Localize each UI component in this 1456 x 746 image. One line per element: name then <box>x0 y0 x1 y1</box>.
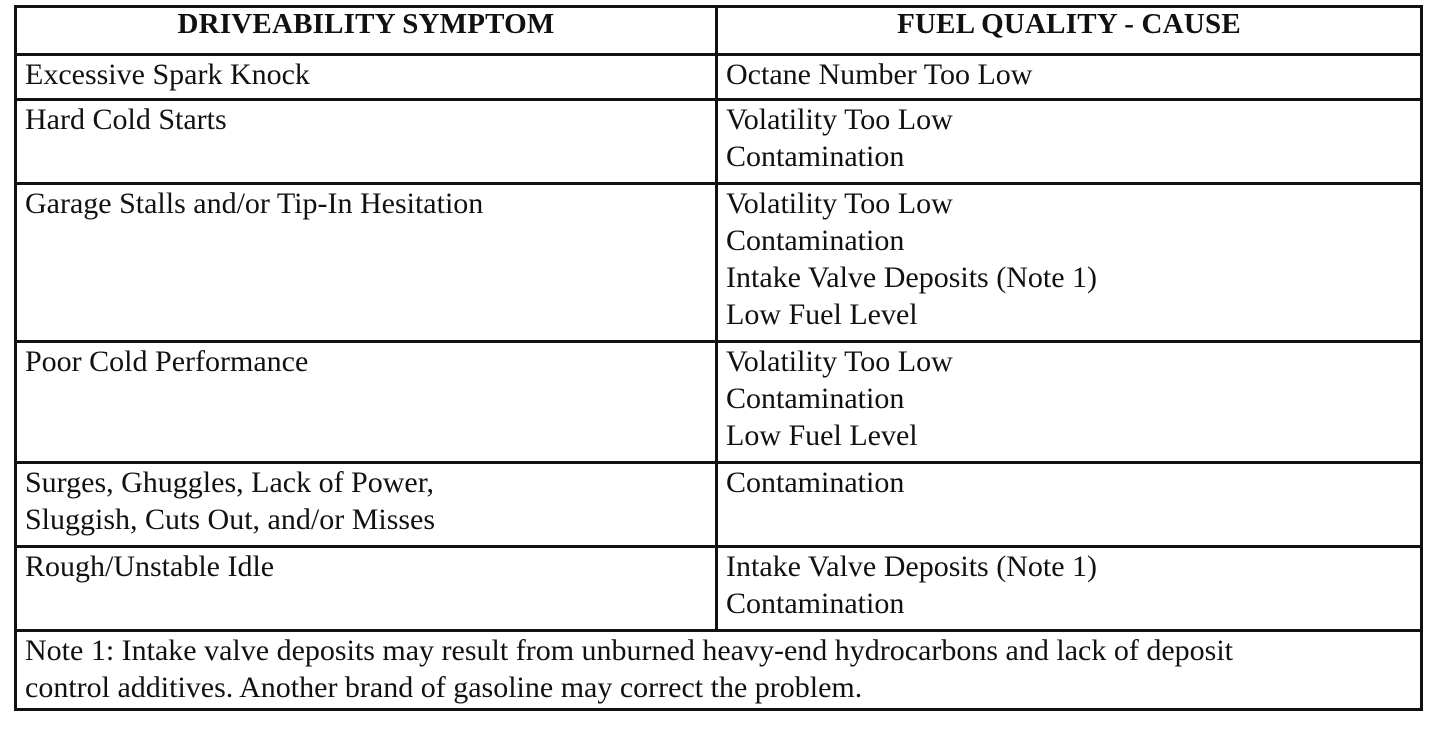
cause-cell <box>717 342 1422 463</box>
table-row <box>16 184 1422 342</box>
table-row <box>16 100 1422 184</box>
cause-text: Volatility Too Low <box>726 187 953 220</box>
symptom-cell <box>16 100 717 184</box>
header-symptom: DRIVEABILITY SYMPTOM <box>16 7 717 55</box>
symptom-text: Surges, Ghuggles, Lack of Power, <box>25 466 435 499</box>
note-text: Note 1: Intake valve deposits may result from unburned heavy-end hydrocarbons and lack of deposit <box>25 634 1233 667</box>
note-cell <box>16 631 1422 710</box>
cause-text: Contamination <box>726 140 905 173</box>
cause-cell <box>717 55 1422 100</box>
cause-text: Low Fuel Level <box>726 298 918 331</box>
symptom-cell <box>16 547 717 631</box>
cause-text: Volatility Too Low <box>726 103 953 136</box>
symptom-text: Hard Cold Starts <box>25 103 227 136</box>
cause-text: Contamination <box>726 224 905 257</box>
symptom-cell <box>16 55 717 100</box>
header-row <box>16 7 1422 55</box>
table-row <box>16 463 1422 547</box>
cause-cell <box>717 463 1422 547</box>
cause-text: Low Fuel Level <box>726 419 918 452</box>
cause-text: Volatility Too Low <box>726 345 953 378</box>
symptom-cell <box>16 342 717 463</box>
symptom-text: Garage Stalls and/or Tip-In Hesitation <box>25 187 484 220</box>
note-row <box>16 631 1422 710</box>
cause-text: Contamination <box>726 587 905 620</box>
cause-text: Contamination <box>726 382 905 415</box>
fuel-quality-table <box>14 5 1423 711</box>
cause-cell <box>717 547 1422 631</box>
note-text: control additives. Another brand of gasoline may correct the problem. <box>25 671 863 704</box>
table-row <box>16 547 1422 631</box>
cause-text: Intake Valve Deposits (Note 1) <box>726 550 1098 583</box>
symptom-cell <box>16 463 717 547</box>
symptom-text: Sluggish, Cuts Out, and/or Misses <box>25 503 436 536</box>
cause-text: Contamination <box>726 466 905 499</box>
document-page <box>14 5 1420 739</box>
cause-text: Intake Valve Deposits (Note 1) <box>726 261 1098 294</box>
table-row <box>16 55 1422 100</box>
symptom-text: Poor Cold Performance <box>25 345 309 378</box>
symptom-text: Excessive Spark Knock <box>25 58 310 91</box>
cause-cell <box>717 100 1422 184</box>
symptom-text: Rough/Unstable Idle <box>25 550 275 583</box>
table-row <box>16 342 1422 463</box>
cause-cell <box>717 184 1422 342</box>
header-cause: FUEL QUALITY - CAUSE <box>717 7 1422 55</box>
symptom-cell <box>16 184 717 342</box>
cause-text: Octane Number Too Low <box>726 58 1033 91</box>
